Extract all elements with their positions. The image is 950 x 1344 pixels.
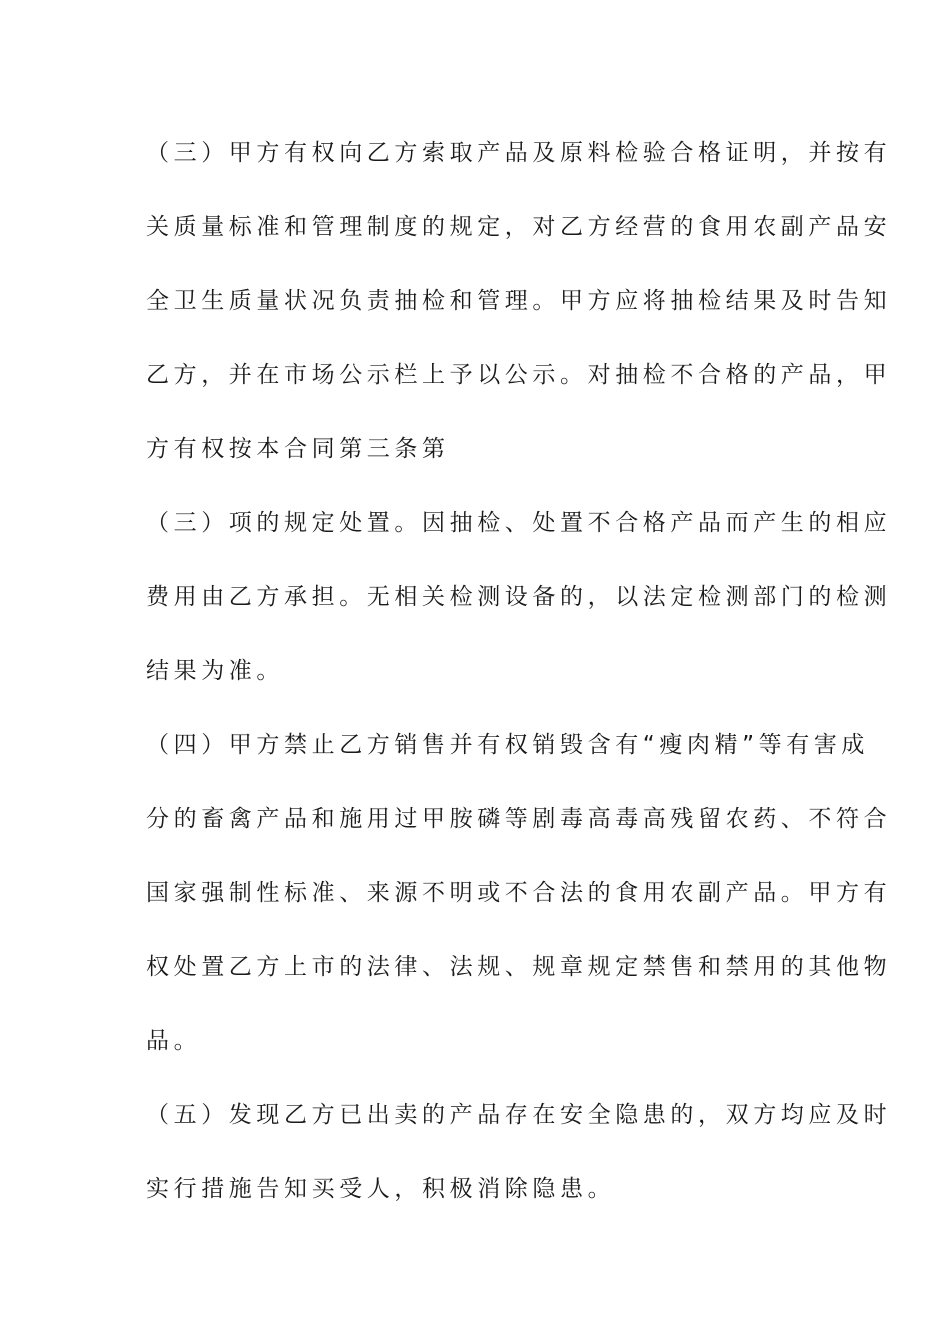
text-line: （三）甲方有权向乙方索取产品及原料检验合格证明，并按有 <box>146 140 892 166</box>
text-line: 品。 <box>146 1028 202 1054</box>
text-line: （四）甲方禁止乙方销售并有权销毁含有“瘦肉精”等有害成 <box>146 732 870 758</box>
text-line: 方有权按本合同第三条第 <box>146 436 450 462</box>
text-line: 费用由乙方承担。无相关检测设备的，以法定检测部门的检测 <box>146 584 892 610</box>
text-line: 权处置乙方上市的法律、法规、规章规定禁售和禁用的其他物 <box>146 954 892 980</box>
text-line: 实行措施告知买受人，积极消除隐患。 <box>146 1176 616 1202</box>
document-body <box>146 126 892 1236</box>
text-line: 国家强制性标准、来源不明或不合法的食用农副产品。甲方有 <box>146 880 892 906</box>
text-line: 乙方，并在市场公示栏上予以公示。对抽检不合格的产品，甲 <box>146 362 892 388</box>
text-line: 关质量标准和管理制度的规定，对乙方经营的食用农副产品安 <box>146 214 892 240</box>
text-line: （三）项的规定处置。因抽检、处置不合格产品而产生的相应 <box>146 510 892 536</box>
text-line: 分的畜禽产品和施用过甲胺磷等剧毒高毒高残留农药、不符合 <box>146 806 892 832</box>
text-line: 结果为准。 <box>146 658 284 684</box>
text-line: 全卫生质量状况负责抽检和管理。甲方应将抽检结果及时告知 <box>146 288 892 314</box>
text-line: （五）发现乙方已出卖的产品存在安全隐患的，双方均应及时 <box>146 1102 892 1128</box>
